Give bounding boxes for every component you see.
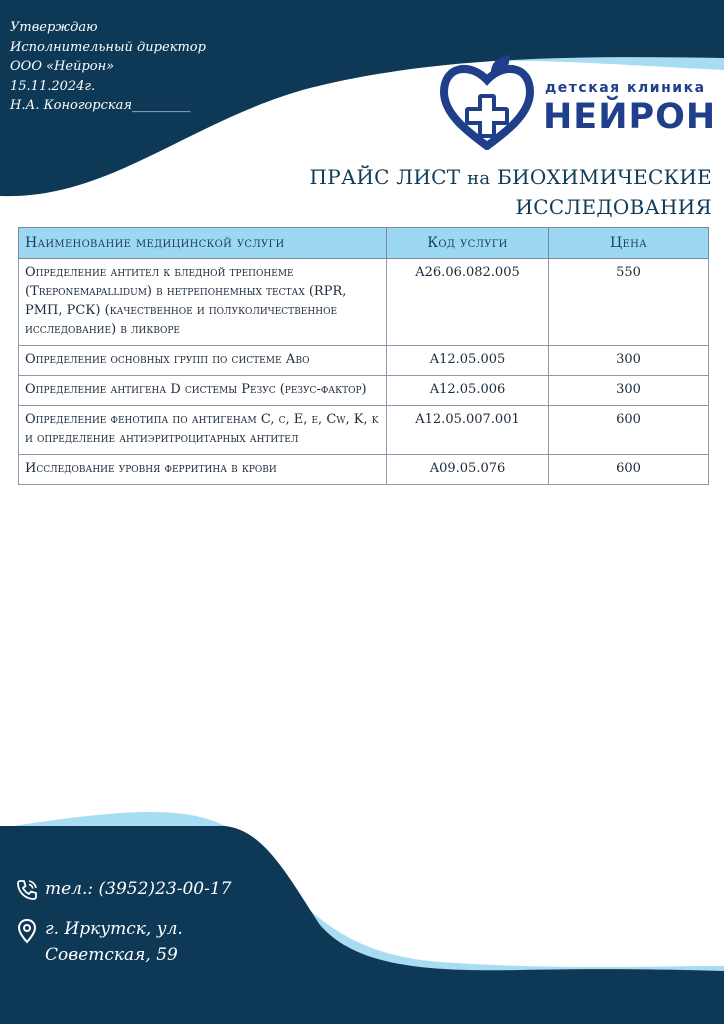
approval-signature: Н.А. Коногорская_________ [10,98,191,113]
page-title [252,163,712,221]
service-code: A12.05.006 [387,376,549,406]
logo-subtitle: детская клиника [545,80,706,96]
approval-company: ООО «Нейрон» [10,59,115,74]
header-service-code: Код услуги [387,228,549,259]
header-price: Цена [549,228,709,259]
approval-block [10,18,206,116]
service-price: 600 [549,455,709,485]
address-line1: г. Иркутск, ул. [45,919,183,939]
service-name: Определение основных групп по системе Аво [19,346,387,376]
approval-position: Исполнительный директор [10,39,206,55]
table-row [19,376,709,406]
service-name: Исследование уровня ферритина в крови [19,455,387,485]
table-header-row [19,228,709,259]
title-line2: ИССЛЕДОВАНИЯ [515,195,712,219]
phone-icon [15,878,39,902]
service-name: Определение антигена D системы Резус (резус-фактор) [19,376,387,406]
service-price: 300 [549,376,709,406]
header-service-name: Наименование медицинской услуги [19,228,387,259]
service-name: Определение антител к бледной трепонеме (Treponemapallidum) в нетрепонемных тестах (RPR, РМП, РСК) (качественное и полуколичественное исследование) в ликворе [19,259,387,346]
table-row [19,346,709,376]
price-table [18,227,709,485]
logo-name: НЕЙРОН [543,97,717,137]
clinic-logo [440,52,720,152]
title-part2: на [467,168,491,189]
service-price: 300 [549,346,709,376]
approval-date: 15.11.2024г. [10,78,96,94]
address-text [45,916,183,968]
service-code: A09.05.076 [387,455,549,485]
service-code: A12.05.007.001 [387,406,549,455]
clinic-logo-icon [440,52,535,150]
table-row [19,455,709,485]
service-price: 550 [549,259,709,346]
table-row [19,259,709,346]
location-pin-icon [15,918,39,944]
approval-heading: Утверждаю [10,20,98,35]
service-name: Определение фенотипа по антигенам C, c, E, e, Cw, K, k и определение антиэритроцитарных антител [19,406,387,455]
service-code: A12.05.005 [387,346,549,376]
address-line2: Советская, 59 [45,945,178,965]
phone-text: тел.: (3952)23-00-17 [45,879,232,899]
service-code: A26.06.082.005 [387,259,549,346]
title-part3: БИОХИМИЧЕСКИЕ [497,165,712,189]
service-price: 600 [549,406,709,455]
table-row [19,406,709,455]
title-part1: ПРАЙС ЛИСТ [309,165,461,189]
